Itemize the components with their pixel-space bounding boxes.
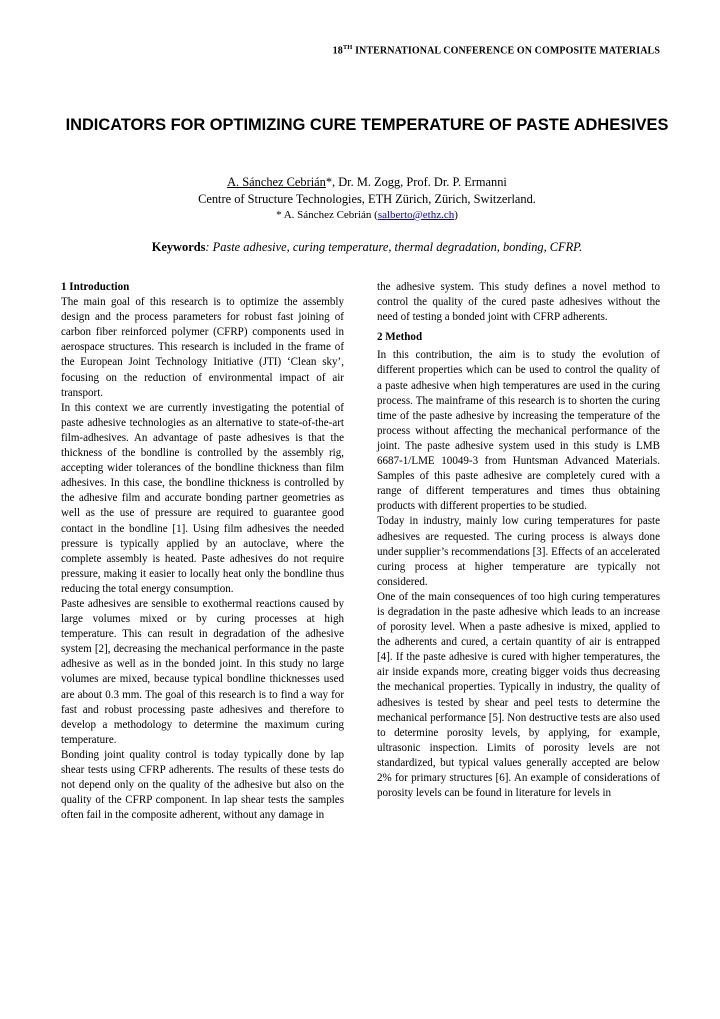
method-paragraph: Today in industry, mainly low curing temperatures for paste adhesives are requested. The curing process is always done under supplier’s recommendations [3]. Effects of an accelerated curing process at higher temperature are typically not considered. — [377, 515, 660, 588]
correspondence-prefix: * A. Sánchez Cebrián ( — [276, 209, 378, 221]
affiliation: Centre of Structure Technologies, ETH Zürich, Zürich, Switzerland. — [198, 192, 536, 206]
other-authors: *, Dr. M. Zogg, Prof. Dr. P. Ermanni — [325, 175, 507, 189]
header-rest: INTERNATIONAL CONFERENCE ON COMPOSITE MATERIALS — [352, 45, 660, 57]
right-column — [377, 280, 660, 801]
header-number: 18 — [332, 45, 343, 57]
keywords — [60, 239, 674, 255]
method-heading: 2 Method — [377, 331, 423, 344]
intro-paragraph: Paste adhesives are sensible to exothermal reactions caused by large volumes mixed or by curing processes at high temperature. This can result in degradation of the adhesive system [2], decreasing the mechanical performance in the paste adhesive as well as in the bonded joint. In this study no large volumes are mixed, because typical bondline thicknesses used are about 0.3 mm. The goal of this research is to find a way for fast and robust processing paste adhesives and therefore to develop a methodology to determine the maximum curing temperature. — [61, 597, 344, 746]
paper-title: INDICATORS FOR OPTIMIZING CURE TEMPERATURE OF PASTE ADHESIVES — [65, 116, 669, 134]
left-column — [61, 280, 344, 823]
email-link[interactable]: salberto@ethz.ch — [377, 209, 455, 221]
method-paragraph: One of the main consequences of too high curing temperatures is degradation in the paste adhesive which leads to an increase of porosity level. When a paste adhesive is mixed, applied to the adherents and cured, a certain quantity of air is entrapped [4]. If the paste adhesive is cured with higher temperatures, the air inside expands more, creating bigger voids thus decreasing the mechanical properties. Typically in industry, the quality of adhesives is tested by shear and peel tests to determine the mechanical performance [5]. Non destructive tests are also used to determine porosity levels, by applying, for example, ultrasonic inspection. Limits of porosity levels are not standardized, but typical values generally accepted are below 2% for primary structures [6]. An example of considerations of porosity levels can be found in literature for levels in — [377, 590, 660, 800]
correspondence — [60, 208, 674, 223]
intro-paragraph: Bonding joint quality control is today typically done by lap shear tests using CFRP adherents. The results of these tests do not depend only on the quality of the adhesive but also on the quality of the CFRP component. In lap shear tests the samples often fail in the composite adherent, without any damage in — [61, 748, 344, 822]
intro-paragraph: In this context we are currently investigating the potential of paste adhesive technologies as an alternative to state-of-the-art film-adhesives. An advantage of paste adhesives is that the thickness of the bondline is controlled by the assembly rig, accepting wider tolerances of the bondline thickness than film adhesives. In this case, the bondline thickness is controlled by the adhesive film and accurate bonding partner geometries as well as the use of pressure are required to guarantee good contact in the bondline [1]. Using film adhesives the needed pressure is typically applied by an autoclave, where the complete assembly is heated. Paste adhesives do not require pressure, making it easier to locally heat only the bondline thus reducing the total energy consumption. — [61, 401, 344, 595]
keywords-text: : Paste adhesive, curing temperature, thermal degradation, bonding, CFRP. — [205, 240, 583, 254]
intro-paragraph: The main goal of this research is to optimize the assembly design and the process parameters for robust fast joining of carbon fiber reinforced polymer (CFRP) components used in aerospace structures. This research is included in the frame of the European Joint Technology Initiative (JTI) ‘Clean sky’, focusing on the reduction of environmental impact of air transport. — [61, 296, 344, 399]
keywords-label: Keywords — [151, 240, 206, 254]
intro-heading: 1 Introduction — [61, 281, 130, 293]
author-line — [60, 174, 674, 190]
primary-author: A. Sánchez Cebrián — [227, 175, 326, 189]
header-superscript: TH — [342, 44, 353, 51]
intro-continuation: the adhesive system. This study defines a novel method to control the quality of the cured paste adhesives without the need of testing a bonded joint with CFRP adherents. — [377, 281, 660, 324]
method-paragraph: In this contribution, the aim is to study the evolution of different properties which can be used to control the quality of a paste adhesive when high temperatures are used in the curing process. The mainframe of this research is to shorten the curing time of the paste adhesive by increasing the temperature of the process without affecting the mechanical performance of the joint. The paste adhesive system used in this study is LMB 6687-1/LME 10049-3 from Huntsman Advanced Materials. Samples of this paste adhesive are completely cured with a range of different temperatures and times thus obtaining products with different properties to be studied. — [377, 349, 660, 513]
conference-header — [333, 44, 660, 56]
correspondence-suffix: ) — [454, 209, 458, 221]
